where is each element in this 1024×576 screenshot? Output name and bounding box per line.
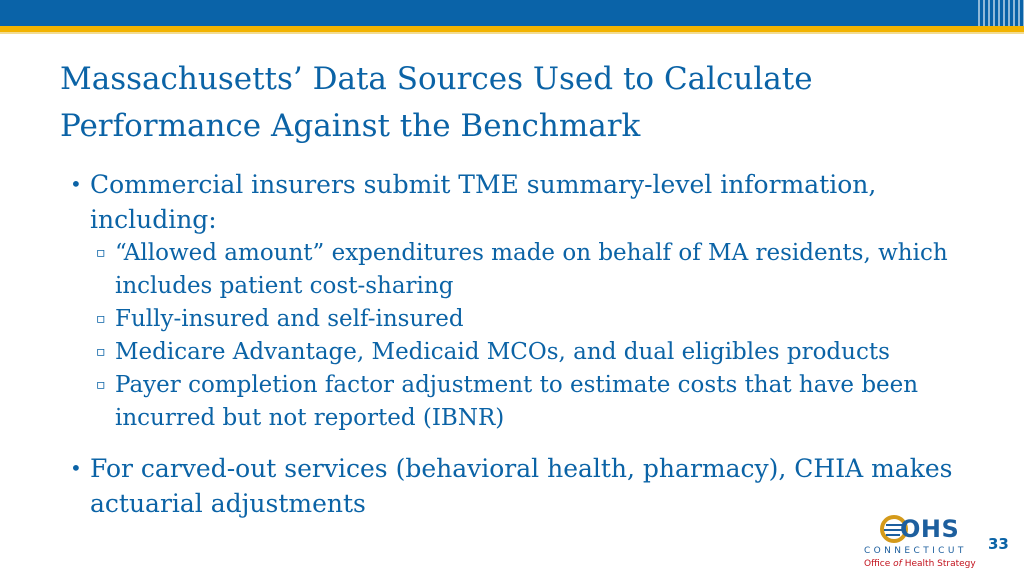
ohs-logo bbox=[862, 512, 982, 572]
sub-bullet-icon: ▫ bbox=[96, 377, 106, 393]
sub-bullet-text: Payer completion factor adjustment to estimate costs that have been incurred but not reported (IBNR) bbox=[115, 372, 919, 431]
sub-bullet-icon: ▫ bbox=[96, 245, 106, 261]
logo-ohs-text: OHS bbox=[900, 515, 960, 543]
top-banner-bar bbox=[0, 0, 1024, 26]
bullet-text: For carved-out services (behavioral health, pharmacy), CHIA makes actuarial adjustments bbox=[90, 454, 953, 518]
sub-bullet-icon: ▫ bbox=[96, 344, 106, 360]
sub-bullet-item bbox=[72, 237, 972, 303]
sub-bullet-icon: ▫ bbox=[96, 311, 106, 327]
page-number: 33 bbox=[988, 535, 1009, 553]
logo-state-text: CONNECTICUT bbox=[864, 546, 967, 556]
sub-bullet-item bbox=[72, 369, 972, 435]
sub-bullet-text: “Allowed amount” expenditures made on behalf of MA residents, which includes patient cost-sharing bbox=[115, 240, 948, 299]
bullet-text: Commercial insurers submit TME summary-level information, including: bbox=[90, 170, 877, 234]
slide-body bbox=[72, 167, 972, 521]
sub-bullet-item bbox=[72, 303, 972, 336]
bullet-icon: • bbox=[70, 172, 82, 196]
bullet-icon: • bbox=[70, 456, 82, 480]
sub-bullet-item bbox=[72, 336, 972, 369]
sub-bullet-text: Medicare Advantage, Medicaid MCOs, and dual eligibles products bbox=[115, 339, 890, 365]
banner-stripes-decoration bbox=[978, 0, 1024, 40]
slide-title: Massachusetts’ Data Sources Used to Calculate Performance Against the Benchmark bbox=[60, 61, 813, 144]
top-accent-rule bbox=[0, 32, 1024, 34]
logo-office-text: Office of Health Strategy bbox=[864, 559, 976, 569]
sub-bullet-text: Fully-insured and self-insured bbox=[115, 306, 464, 332]
bullet-item bbox=[72, 451, 972, 521]
bullet-item bbox=[72, 167, 972, 237]
